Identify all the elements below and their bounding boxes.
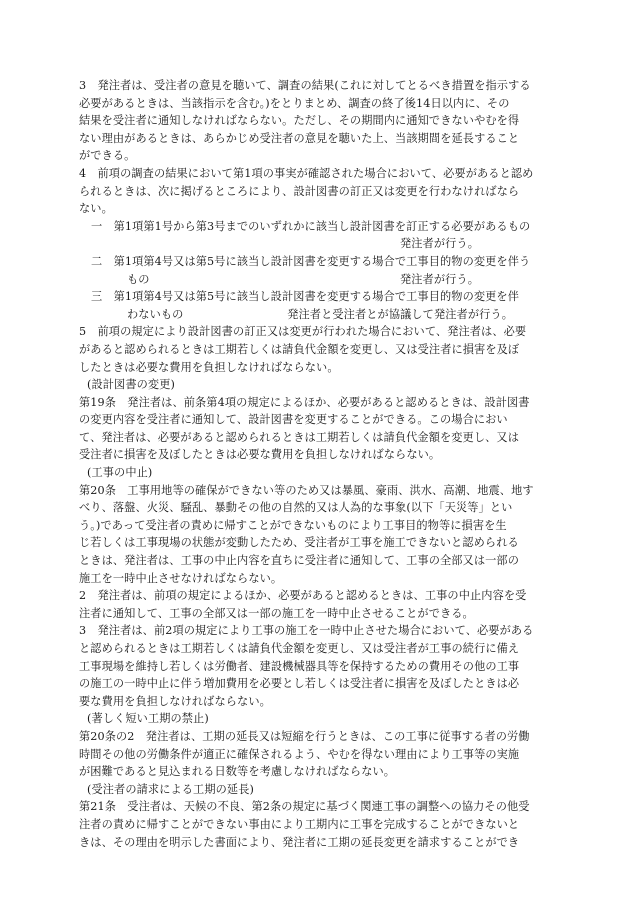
text-line: ときは、発注者は、工事の中止内容を直ちに受注者に通知して、工事の全部又は一部の [79,554,519,568]
text-line: 必要があるときは、当該指示を含む。)をとりまとめ、調査の終了後14日以内に、その [79,96,510,110]
text-line: ない。 [79,202,113,216]
text-line: 第21条 受注者は、天候の不良、第2条の規定に基づく関連工事の調整への協力その他受 [79,800,530,814]
text-line: (著しく短い工期の禁止) [87,712,209,726]
text-line: が困難であると見込まれる日数等を考慮しなければならない。 [79,765,396,779]
text-line: 4 前項の調査の結果において第1項の事実が確認された場合において、必要があると認め [79,166,534,180]
text-line: 注者に通知して、工事の全部又は一部の施工を一時中止させることができる。 [79,606,474,620]
text-line: 三 第1項第4号又は第5号に該当し設計図書を変更する場合で工事目的物の変更を伴 [91,290,520,304]
numbered-paragraph [79,165,557,218]
text-line: ができる。 [79,149,136,163]
text-line: て、発注者は、必要があると認められるときは工期若しくは請負代金額を変更し、又は [79,430,519,444]
text-line: べり、落盤、火災、騒乱、暴動その他の自然的又は人為的な事象(以下「天災等」とい [79,501,513,515]
text-line: もの [127,272,150,286]
document-body [79,77,557,851]
text-line: と認められるときは工期若しくは請負代金額を変更し、又は受注者が工事の続行に備え [79,642,520,655]
text-line: きは、その理由を明示した書面により、発注者に工期の延長変更を請求することができ [79,835,520,849]
text-line: 二 第1項第4号又は第5号に該当し設計図書を変更する場合で工事目的物の変更を伴う [91,254,531,268]
text-line: 2 発注者は、前項の規定によるほか、必要があると認めるときは、工事の中止内容を受 [79,589,527,603]
item-last-line [115,306,557,324]
text-line: ない理由があるときは、あらかじめ受注者の意見を聴いた上、当該期間を延長すること [79,131,520,145]
responsible-party: 発注者と受注者とが協議して発注者が行う。 [287,307,513,321]
text-line: があると認められるときは工期若しくは請負代金額を変更し、又は受注者に損害を及ぼ [79,342,520,356]
text-line: じ若しくは工事現場の状態が変動したため、受注者が工事を施工できないと認められる [79,536,519,550]
text-line: 第19条 発注者は、前条第4項の規定によるほか、必要があると認めるときは、設計図書 [79,395,530,409]
numbered-paragraph [79,323,557,376]
article-paragraph [79,482,557,588]
text-line: 3 発注者は、前2項の規定により工事の施工を一時中止させた場合において、必要がある [79,624,534,638]
text-line: 受注者に損害を及ぼしたときは必要な費用を負担しなければならない。 [79,448,441,462]
text-line: 注者の責めに帰すことができない事由により工期内に工事を完成することができないと [79,817,520,831]
text-line: 5 前項の規定により設計図書の訂正又は変更が行われた場合において、発注者は、必要 [79,325,527,339]
article-paragraph [79,798,557,851]
article-caption [79,781,557,799]
responsible-party: 発注者が行う。 [399,237,479,251]
text-line: (受注者の請求による工期の延長) [87,782,254,796]
article-caption [79,464,557,482]
text-line: う。)であって受注者の責めに帰すことができないものにより工事目的物等に損害を生 [79,518,507,532]
text-line: 結果を受注者に通知しなければならない。ただし、その期間内に通知できないやむを得 [79,114,520,128]
article-paragraph [79,728,557,781]
numbered-paragraph [79,622,557,710]
text-line: 一 第1項第1号から第3号までのいずれかに該当し設計図書を訂正する必要があるもの [91,219,531,233]
text-line: の変更内容を受注者に通知して、設計図書を変更することができる。この場合におい [79,413,508,427]
numbered-paragraph [79,587,557,622]
text-line: 工事現場を維持し若しくは労働者、建設機械器具等を保持するための費用その他の工事 [79,659,520,673]
text-line: わないもの [127,307,184,321]
responsible-party: 発注者が行う。 [399,272,479,286]
article-caption [79,710,557,728]
text-line: 第20条の2 発注者は、工期の延長又は短縮を行うときは、この工事に従事する者の労働 [79,729,530,743]
list-item [79,253,557,288]
text-line: られるときは、次に掲げるところにより、設計図書の訂正又は変更を行わなければなら [79,184,520,198]
text-line: 要な費用を負担しなければならない。 [79,694,271,708]
list-item [79,288,557,323]
numbered-paragraph [79,77,557,165]
text-line: したときは必要な費用を負担しなければならない。 [79,360,339,374]
text-line: の施工の一時中止に伴う増加費用を必要とし若しくは受注者に損害を及ぼしたときは必 [79,677,520,691]
text-line: 3 発注者は、受注者の意見を聴いて、調査の結果(これに対してとるべき措置を指示する [79,79,531,92]
text-line: (工事の中止) [87,466,153,480]
text-line: 施工を一時中止させなければならない。 [79,571,283,585]
list-item [79,218,557,253]
text-line: (設計図書の変更) [87,378,175,392]
item-last-line [115,271,557,289]
article-paragraph [79,394,557,464]
article-caption [79,376,557,394]
text-line: 時間その他の労働条件が適正に確保されるよう、やむを得ない理由により工事等の実施 [79,747,520,761]
text-line: 第20条 工事用地等の確保ができない等のため又は暴風、豪雨、洪水、高潮、地震、地す [79,483,534,497]
